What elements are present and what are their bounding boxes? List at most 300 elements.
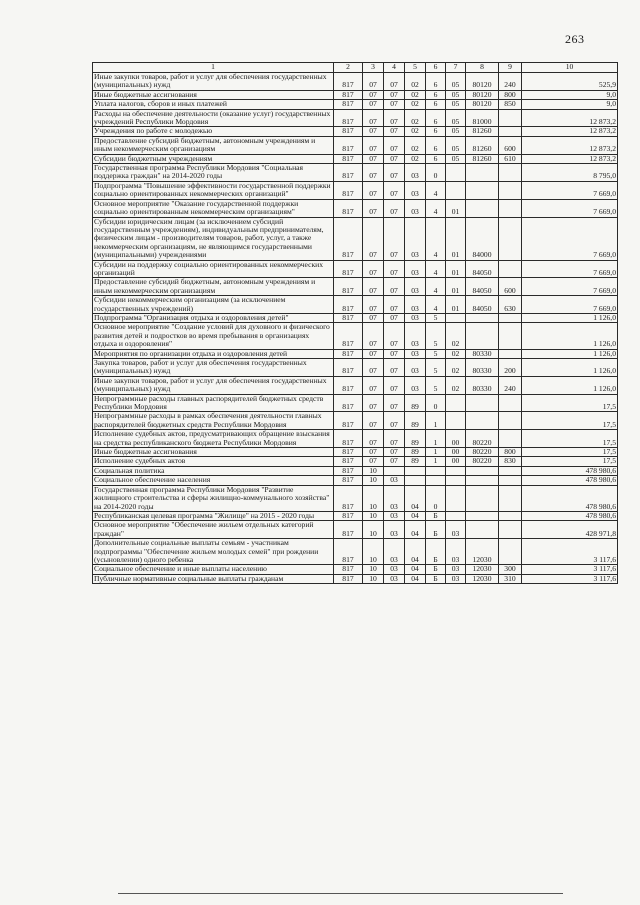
expense-type-cell: 310 xyxy=(499,574,522,583)
row-name-cell: Социальная политика xyxy=(93,466,334,475)
subprogram-cell: 4 xyxy=(426,278,446,296)
amount-cell: 12 873,2 xyxy=(522,136,618,154)
subsection-cell: 07 xyxy=(384,349,405,358)
direction-cell xyxy=(466,181,499,199)
program-cell: 03 xyxy=(405,296,426,314)
section-cell: 10 xyxy=(363,539,384,565)
activity-cell: 00 xyxy=(446,430,466,448)
activity-cell: 05 xyxy=(446,73,466,91)
amount-cell: 525,9 xyxy=(522,73,618,91)
admin-code-cell: 817 xyxy=(334,485,363,511)
row-name-cell: Публичные нормативные социальные выплаты гражданам xyxy=(93,574,334,583)
row-name-cell: Иные закупки товаров, работ и услуг для обеспечения государственных (муниципальных) нужд xyxy=(93,73,334,91)
activity-cell: 05 xyxy=(446,127,466,136)
activity-cell xyxy=(446,412,466,430)
direction-cell xyxy=(466,199,499,217)
subprogram-cell: 6 xyxy=(426,90,446,99)
row-name-cell: Основное мероприятие "Оказание государственной поддержки социально ориентированным некоммерческим организациям" xyxy=(93,199,334,217)
program-cell: 03 xyxy=(405,323,426,349)
subsection-cell: 03 xyxy=(384,565,405,574)
program-cell: 02 xyxy=(405,73,426,91)
section-cell: 10 xyxy=(363,511,384,520)
expense-type-cell: 240 xyxy=(499,376,522,394)
amount-cell: 478 980,6 xyxy=(522,485,618,511)
section-cell: 07 xyxy=(363,323,384,349)
direction-cell: 84050 xyxy=(466,296,499,314)
activity-cell: 02 xyxy=(446,376,466,394)
activity-cell: 05 xyxy=(446,90,466,99)
section-cell: 07 xyxy=(363,376,384,394)
section-cell: 07 xyxy=(363,127,384,136)
row-name-cell: Субсидии юридическим лицам (за исключением субсидий государственным учреждениям), индивидуальным предпринимателям, физическим лицам - производителям товаров, работ, услуг, а также некоммерческим организациям, не являющимся государственными (муниципальными) учреждениями xyxy=(93,217,334,260)
subprogram-cell: 6 xyxy=(426,100,446,109)
program-cell: 02 xyxy=(405,136,426,154)
table-row xyxy=(93,394,618,412)
direction-cell: 80330 xyxy=(466,359,499,377)
subprogram-cell: 5 xyxy=(426,349,446,358)
amount-cell: 7 669,0 xyxy=(522,296,618,314)
amount-cell: 12 873,2 xyxy=(522,127,618,136)
program-cell: 02 xyxy=(405,127,426,136)
column-header: 8 xyxy=(466,63,499,73)
expense-type-cell xyxy=(499,109,522,127)
table-row xyxy=(93,296,618,314)
admin-code-cell: 817 xyxy=(334,154,363,163)
expense-type-cell: 630 xyxy=(499,296,522,314)
section-cell: 07 xyxy=(363,278,384,296)
amount-cell: 17,5 xyxy=(522,448,618,457)
admin-code-cell: 817 xyxy=(334,73,363,91)
column-header: 5 xyxy=(405,63,426,73)
subprogram-cell: Б xyxy=(426,574,446,583)
subsection-cell: 07 xyxy=(384,199,405,217)
subsection-cell: 07 xyxy=(384,323,405,349)
amount-cell: 17,5 xyxy=(522,430,618,448)
section-cell: 07 xyxy=(363,217,384,260)
activity-cell: 03 xyxy=(446,565,466,574)
amount-cell: 1 126,0 xyxy=(522,313,618,322)
row-name-cell: Непрограммные расходы в рамках обеспечения деятельности главных распорядителей бюджетных средств Республики Мордовия xyxy=(93,412,334,430)
column-header: 7 xyxy=(446,63,466,73)
admin-code-cell: 817 xyxy=(334,313,363,322)
subprogram-cell xyxy=(426,466,446,475)
subsection-cell: 07 xyxy=(384,278,405,296)
subprogram-cell: 1 xyxy=(426,412,446,430)
subsection-cell: 07 xyxy=(384,313,405,322)
program-cell: 03 xyxy=(405,181,426,199)
row-name-cell: Непрограммные расходы главных распорядителей бюджетных средств Республики Мордовия xyxy=(93,394,334,412)
admin-code-cell: 817 xyxy=(334,359,363,377)
section-cell: 07 xyxy=(363,181,384,199)
admin-code-cell: 817 xyxy=(334,394,363,412)
program-cell: 03 xyxy=(405,199,426,217)
section-cell: 07 xyxy=(363,457,384,466)
program-cell: 02 xyxy=(405,90,426,99)
program-cell: 02 xyxy=(405,154,426,163)
table-row xyxy=(93,181,618,199)
program-cell: 03 xyxy=(405,164,426,182)
table-row xyxy=(93,136,618,154)
subsection-cell: 03 xyxy=(384,511,405,520)
admin-code-cell: 817 xyxy=(334,136,363,154)
admin-code-cell: 817 xyxy=(334,109,363,127)
program-cell: 02 xyxy=(405,109,426,127)
admin-code-cell: 817 xyxy=(334,412,363,430)
section-cell: 07 xyxy=(363,100,384,109)
column-header: 9 xyxy=(499,63,522,73)
direction-cell: 12030 xyxy=(466,565,499,574)
expense-type-cell xyxy=(499,521,522,539)
admin-code-cell: 817 xyxy=(334,349,363,358)
expense-type-cell xyxy=(499,430,522,448)
amount-cell: 3 117,6 xyxy=(522,539,618,565)
amount-cell: 478 980,6 xyxy=(522,511,618,520)
expense-type-cell: 800 xyxy=(499,90,522,99)
row-name-cell: Расходы на обеспечение деятельности (оказание услуг) государственных учреждений Республики Мордовия xyxy=(93,109,334,127)
subprogram-cell: 6 xyxy=(426,127,446,136)
row-name-cell: Субсидии бюджетным учреждениям xyxy=(93,154,334,163)
row-name-cell: Республиканская целевая программа "Жилище" на 2015 - 2020 годы xyxy=(93,511,334,520)
admin-code-cell: 817 xyxy=(334,199,363,217)
program-cell: 04 xyxy=(405,565,426,574)
expense-type-cell xyxy=(499,181,522,199)
expense-type-cell: 600 xyxy=(499,136,522,154)
program-cell: 03 xyxy=(405,260,426,278)
direction-cell xyxy=(466,521,499,539)
table-header-row xyxy=(93,63,618,73)
activity-cell: 03 xyxy=(446,574,466,583)
direction-cell: 80330 xyxy=(466,376,499,394)
row-name-cell: Субсидии некоммерческим организациям (за исключением государственных учреждений) xyxy=(93,296,334,314)
table-body xyxy=(93,73,618,584)
expense-type-cell xyxy=(499,539,522,565)
table-row xyxy=(93,476,618,485)
amount-cell: 7 669,0 xyxy=(522,199,618,217)
subsection-cell xyxy=(384,466,405,475)
admin-code-cell: 817 xyxy=(334,164,363,182)
subprogram-cell: Б xyxy=(426,539,446,565)
program-cell: 04 xyxy=(405,574,426,583)
table-row xyxy=(93,457,618,466)
table-row xyxy=(93,313,618,322)
amount-cell: 9,0 xyxy=(522,90,618,99)
row-name-cell: Основное мероприятие "Создание условий для духовного и физического развития детей и подростков во время пребывания в организациях отдыха и оздоровления" xyxy=(93,323,334,349)
amount-cell: 3 117,6 xyxy=(522,574,618,583)
table-row xyxy=(93,73,618,91)
table-row xyxy=(93,466,618,475)
subsection-cell: 07 xyxy=(384,296,405,314)
table-row xyxy=(93,574,618,583)
subprogram-cell: 4 xyxy=(426,260,446,278)
expense-type-cell: 850 xyxy=(499,100,522,109)
program-cell: 04 xyxy=(405,539,426,565)
subsection-cell: 07 xyxy=(384,394,405,412)
subsection-cell: 07 xyxy=(384,127,405,136)
activity-cell xyxy=(446,476,466,485)
activity-cell: 02 xyxy=(446,323,466,349)
expense-type-cell: 600 xyxy=(499,278,522,296)
table-row xyxy=(93,349,618,358)
subprogram-cell: 6 xyxy=(426,154,446,163)
subsection-cell: 07 xyxy=(384,100,405,109)
subsection-cell: 03 xyxy=(384,574,405,583)
row-name-cell: Исполнение судебных актов, предусматривающих обращение взыскания на средства республиканского бюджета Республики Мордовия xyxy=(93,430,334,448)
direction-cell: 84000 xyxy=(466,217,499,260)
page-number: 263 xyxy=(565,32,585,46)
expense-type-cell xyxy=(499,313,522,322)
direction-cell xyxy=(466,476,499,485)
program-cell: 03 xyxy=(405,359,426,377)
table-row xyxy=(93,448,618,457)
expense-type-cell xyxy=(499,394,522,412)
direction-cell xyxy=(466,394,499,412)
program-cell: 89 xyxy=(405,394,426,412)
activity-cell: 02 xyxy=(446,359,466,377)
program-cell: 03 xyxy=(405,217,426,260)
table-row xyxy=(93,565,618,574)
subprogram-cell: 1 xyxy=(426,457,446,466)
admin-code-cell: 817 xyxy=(334,466,363,475)
subprogram-cell: 0 xyxy=(426,164,446,182)
table-row xyxy=(93,359,618,377)
direction-cell xyxy=(466,164,499,182)
row-name-cell: Иные закупки товаров, работ и услуг для обеспечения государственных (муниципальных) нужд xyxy=(93,376,334,394)
expense-type-cell xyxy=(499,412,522,430)
subprogram-cell xyxy=(426,476,446,485)
program-cell xyxy=(405,466,426,475)
subprogram-cell: 1 xyxy=(426,448,446,457)
program-cell xyxy=(405,476,426,485)
direction-cell: 80330 xyxy=(466,349,499,358)
expense-type-cell: 200 xyxy=(499,359,522,377)
section-cell: 10 xyxy=(363,466,384,475)
direction-cell xyxy=(466,313,499,322)
subsection-cell: 07 xyxy=(384,457,405,466)
subprogram-cell: Б xyxy=(426,521,446,539)
expense-type-cell: 830 xyxy=(499,457,522,466)
table-row xyxy=(93,90,618,99)
activity-cell xyxy=(446,313,466,322)
subsection-cell: 03 xyxy=(384,521,405,539)
activity-cell: 02 xyxy=(446,349,466,358)
admin-code-cell: 817 xyxy=(334,323,363,349)
direction-cell: 81260 xyxy=(466,154,499,163)
section-cell: 07 xyxy=(363,448,384,457)
table-row xyxy=(93,278,618,296)
subsection-cell: 07 xyxy=(384,412,405,430)
budget-table xyxy=(92,62,618,584)
section-cell: 07 xyxy=(363,136,384,154)
program-cell: 04 xyxy=(405,485,426,511)
direction-cell: 80220 xyxy=(466,448,499,457)
amount-cell: 1 126,0 xyxy=(522,349,618,358)
admin-code-cell: 817 xyxy=(334,296,363,314)
subprogram-cell: 4 xyxy=(426,296,446,314)
column-header: 2 xyxy=(334,63,363,73)
direction-cell: 84050 xyxy=(466,260,499,278)
subprogram-cell: Б xyxy=(426,511,446,520)
section-cell: 10 xyxy=(363,565,384,574)
direction-cell xyxy=(466,412,499,430)
column-header: 4 xyxy=(384,63,405,73)
activity-cell: 03 xyxy=(446,539,466,565)
expense-type-cell xyxy=(499,511,522,520)
section-cell: 07 xyxy=(363,296,384,314)
table-row xyxy=(93,376,618,394)
activity-cell: 00 xyxy=(446,457,466,466)
direction-cell: 80220 xyxy=(466,430,499,448)
admin-code-cell: 817 xyxy=(334,376,363,394)
column-header: 1 xyxy=(93,63,334,73)
expense-type-cell xyxy=(499,323,522,349)
amount-cell: 478 980,6 xyxy=(522,466,618,475)
expense-type-cell xyxy=(499,127,522,136)
subprogram-cell: 0 xyxy=(426,394,446,412)
expense-type-cell: 800 xyxy=(499,448,522,457)
admin-code-cell: 817 xyxy=(334,539,363,565)
activity-cell: 05 xyxy=(446,136,466,154)
amount-cell: 7 669,0 xyxy=(522,217,618,260)
program-cell: 89 xyxy=(405,457,426,466)
subsection-cell: 07 xyxy=(384,154,405,163)
subprogram-cell: 5 xyxy=(426,323,446,349)
section-cell: 07 xyxy=(363,164,384,182)
section-cell: 07 xyxy=(363,359,384,377)
admin-code-cell: 817 xyxy=(334,448,363,457)
subprogram-cell: 6 xyxy=(426,136,446,154)
table-row xyxy=(93,154,618,163)
direction-cell: 80120 xyxy=(466,73,499,91)
admin-code-cell: 817 xyxy=(334,100,363,109)
section-cell: 10 xyxy=(363,574,384,583)
table-row xyxy=(93,521,618,539)
activity-cell xyxy=(446,164,466,182)
table-row xyxy=(93,430,618,448)
subsection-cell: 07 xyxy=(384,260,405,278)
activity-cell xyxy=(446,466,466,475)
activity-cell: 05 xyxy=(446,109,466,127)
amount-cell: 7 669,0 xyxy=(522,260,618,278)
row-name-cell: Государственная программа Республики Мордовия "Социальная поддержка граждан" на 2014-2020 годы xyxy=(93,164,334,182)
section-cell: 07 xyxy=(363,260,384,278)
row-name-cell: Закупка товаров, работ и услуг для обеспечения государственных (муниципальных) нужд xyxy=(93,359,334,377)
row-name-cell: Государственная программа Республики Мордовия "Развитие жилищного строительства и сферы жилищно-коммунального хозяйства" на 2014-2020 годы xyxy=(93,485,334,511)
column-header: 3 xyxy=(363,63,384,73)
program-cell: 03 xyxy=(405,376,426,394)
row-name-cell: Дополнительные социальные выплаты семьям - участникам подпрограммы "Обеспечение жильем молодых семей" при рождении (усыновлении) одного ребенка xyxy=(93,539,334,565)
row-name-cell: Иные бюджетные ассигнования xyxy=(93,90,334,99)
activity-cell: 05 xyxy=(446,154,466,163)
amount-cell: 428 971,8 xyxy=(522,521,618,539)
activity-cell: 01 xyxy=(446,217,466,260)
subprogram-cell: 4 xyxy=(426,199,446,217)
table-row xyxy=(93,109,618,127)
subprogram-cell: 0 xyxy=(426,485,446,511)
row-name-cell: Основное мероприятие "Обеспечение жильем отдельных категорий граждан" xyxy=(93,521,334,539)
section-cell: 10 xyxy=(363,476,384,485)
table-row xyxy=(93,511,618,520)
direction-cell: 81260 xyxy=(466,127,499,136)
table-row xyxy=(93,217,618,260)
direction-cell: 80120 xyxy=(466,100,499,109)
section-cell: 07 xyxy=(363,154,384,163)
direction-cell: 81000 xyxy=(466,109,499,127)
expense-type-cell xyxy=(499,485,522,511)
row-name-cell: Уплата налогов, сборов и иных платежей xyxy=(93,100,334,109)
activity-cell: 01 xyxy=(446,260,466,278)
subsection-cell: 07 xyxy=(384,448,405,457)
subsection-cell: 07 xyxy=(384,136,405,154)
subsection-cell: 07 xyxy=(384,73,405,91)
activity-cell: 05 xyxy=(446,100,466,109)
subprogram-cell: Б xyxy=(426,565,446,574)
direction-cell: 80220 xyxy=(466,457,499,466)
row-name-cell: Иные бюджетные ассигнования xyxy=(93,448,334,457)
activity-cell: 01 xyxy=(446,278,466,296)
expense-type-cell xyxy=(499,164,522,182)
column-header: 6 xyxy=(426,63,446,73)
table-row xyxy=(93,100,618,109)
admin-code-cell: 817 xyxy=(334,90,363,99)
program-cell: 03 xyxy=(405,313,426,322)
amount-cell: 3 117,6 xyxy=(522,565,618,574)
section-cell: 07 xyxy=(363,109,384,127)
admin-code-cell: 817 xyxy=(334,565,363,574)
program-cell: 03 xyxy=(405,278,426,296)
amount-cell: 7 669,0 xyxy=(522,181,618,199)
amount-cell: 17,5 xyxy=(522,457,618,466)
amount-cell: 12 873,2 xyxy=(522,154,618,163)
subsection-cell: 07 xyxy=(384,376,405,394)
admin-code-cell: 817 xyxy=(334,521,363,539)
row-name-cell: Учреждения по работе с молодежью xyxy=(93,127,334,136)
table-row xyxy=(93,199,618,217)
admin-code-cell: 817 xyxy=(334,476,363,485)
amount-cell: 1 126,0 xyxy=(522,376,618,394)
table-row xyxy=(93,164,618,182)
subsection-cell: 07 xyxy=(384,217,405,260)
expense-type-cell: 240 xyxy=(499,73,522,91)
amount-cell: 17,5 xyxy=(522,412,618,430)
amount-cell: 12 873,2 xyxy=(522,109,618,127)
admin-code-cell: 817 xyxy=(334,278,363,296)
amount-cell: 1 126,0 xyxy=(522,323,618,349)
admin-code-cell: 817 xyxy=(334,181,363,199)
section-cell: 10 xyxy=(363,521,384,539)
direction-cell xyxy=(466,466,499,475)
table-row xyxy=(93,539,618,565)
expense-type-cell: 300 xyxy=(499,565,522,574)
activity-cell xyxy=(446,485,466,511)
direction-cell: 12030 xyxy=(466,574,499,583)
row-name-cell: Субсидии на поддержку социально ориентированных некоммерческих организаций xyxy=(93,260,334,278)
bottom-rule xyxy=(118,893,563,894)
amount-cell: 478 980,6 xyxy=(522,476,618,485)
subprogram-cell: 5 xyxy=(426,376,446,394)
subprogram-cell: 1 xyxy=(426,430,446,448)
subprogram-cell: 4 xyxy=(426,217,446,260)
direction-cell xyxy=(466,323,499,349)
section-cell: 07 xyxy=(363,73,384,91)
column-header: 10 xyxy=(522,63,618,73)
table-row xyxy=(93,485,618,511)
row-name-cell: Подпрограмма "Организация отдыха и оздоровления детей" xyxy=(93,313,334,322)
section-cell: 10 xyxy=(363,485,384,511)
direction-cell: 81260 xyxy=(466,136,499,154)
subsection-cell: 07 xyxy=(384,164,405,182)
direction-cell xyxy=(466,485,499,511)
expense-type-cell xyxy=(499,199,522,217)
